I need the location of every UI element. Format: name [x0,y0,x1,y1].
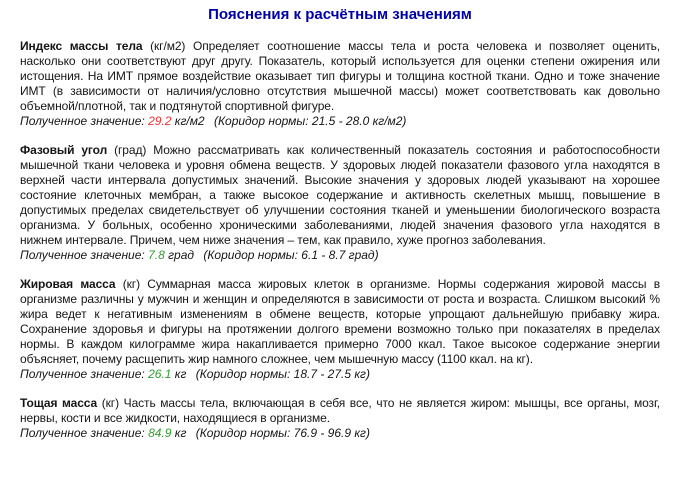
result-line [20,248,660,263]
result-norm: (Коридор нормы: 6.1 - 8.7 град) [203,248,379,262]
result-unit: град [168,248,195,262]
term-description-text: Суммарная масса жировых клеток в организме. Нормы содержания жировой массы в организме различны у мужчин и женщин и определяются в зависимости от роста и возраста. Слишком высокий % жира ведет к негативным изменениям в обмене веществ, которые упрощают дальнейшую прибавку жира. Сохранение здоровья и фигуры на протяжении долгого времени возможно только при показателях в пределах нормы. В каждом килограмме жира накапливается примерно 7000 ккал. Такое высокое содержание энергии объясняет, почему расщепить жир намного сложнее, чем мышечную массу (1100 ккал. на кг). [20,277,661,366]
result-label: Полученное значение: [20,367,145,381]
term-description-text: Можно рассматривать как количественный показатель состояния и работоспособности мышечной ткани человека и уровня обмена веществ. У здоровых людей показатели фазового угла находятся в верхней части интервала допустимых значений. Высокие значения у здоровых людей указывают на хорошее состояние клеточных мембран, а также высокое содержание и активность скелетных мышц, повышение в допустимых пределах свидетельствует об улучшении состояния тканей и уменьшении биологического возраста организма. У больных, особенно хроническими заболеваниями, людей значения фазового угла находятся в нижнем интервале. Причем, чем ниже значения – тем, как правило, хуже прогноз заболевания. [20,143,661,247]
section-body-mass-index [20,39,660,129]
section-description [20,39,660,114]
term-name: Тощая масса [20,396,98,410]
section-description [20,396,660,426]
term-description-text: Часть массы тела, включающая в себя все, что не является жиром: мышцы, все органы, мозг, нервы, кости и все жидкости, находящиеся в организме. [20,396,661,425]
result-value: 84.9 [148,426,172,440]
result-norm: (Коридор нормы: 18.7 - 27.5 кг) [195,367,370,381]
result-value: 26.1 [148,367,172,381]
term-unit: (град) [114,143,147,157]
term-unit: (кг/м2) [150,39,186,53]
term-name: Жировая масса [20,277,116,291]
result-value: 7.8 [148,248,165,262]
page-title: Пояснения к расчётным значениям [208,6,472,23]
term-name: Индекс массы тела [20,39,143,53]
result-line [20,114,660,129]
result-label: Полученное значение: [20,248,145,262]
result-unit: кг [174,367,187,381]
section-description [20,277,660,367]
term-description-text: Определяет соотношение массы тела и роста человека и позволяет оценить, насколько они соответствуют друг другу. Показатель, который используется для оценки степени ожирения или истощения. На ИМТ прямое воздействие оказывает тип фигуры и толщина костной ткани. Одно и тоже значение ИМТ (в зависимости от наличия/условно отсутствия мышечной массы) может соответствовать как довольно объемной/плотной, так и подтянутой спортивной фигуре. [20,39,660,113]
result-label: Полученное значение: [20,114,145,128]
section-lean-mass [20,396,660,441]
term-name: Фазовый угол [20,143,108,157]
result-norm: (Коридор нормы: 21.5 - 28.0 кг/м2) [213,114,407,128]
result-line [20,426,660,441]
result-unit: кг [174,426,187,440]
section-fat-mass [20,277,660,382]
result-norm: (Коридор нормы: 76.9 - 96.9 кг) [195,426,370,440]
section-description [20,143,660,248]
result-value: 29.2 [148,114,172,128]
result-line [20,367,660,382]
result-unit: кг/м2 [174,114,205,128]
term-unit: (кг) [101,396,119,410]
result-label: Полученное значение: [20,426,145,440]
section-phase-angle [20,143,660,263]
term-unit: (кг) [122,277,140,291]
